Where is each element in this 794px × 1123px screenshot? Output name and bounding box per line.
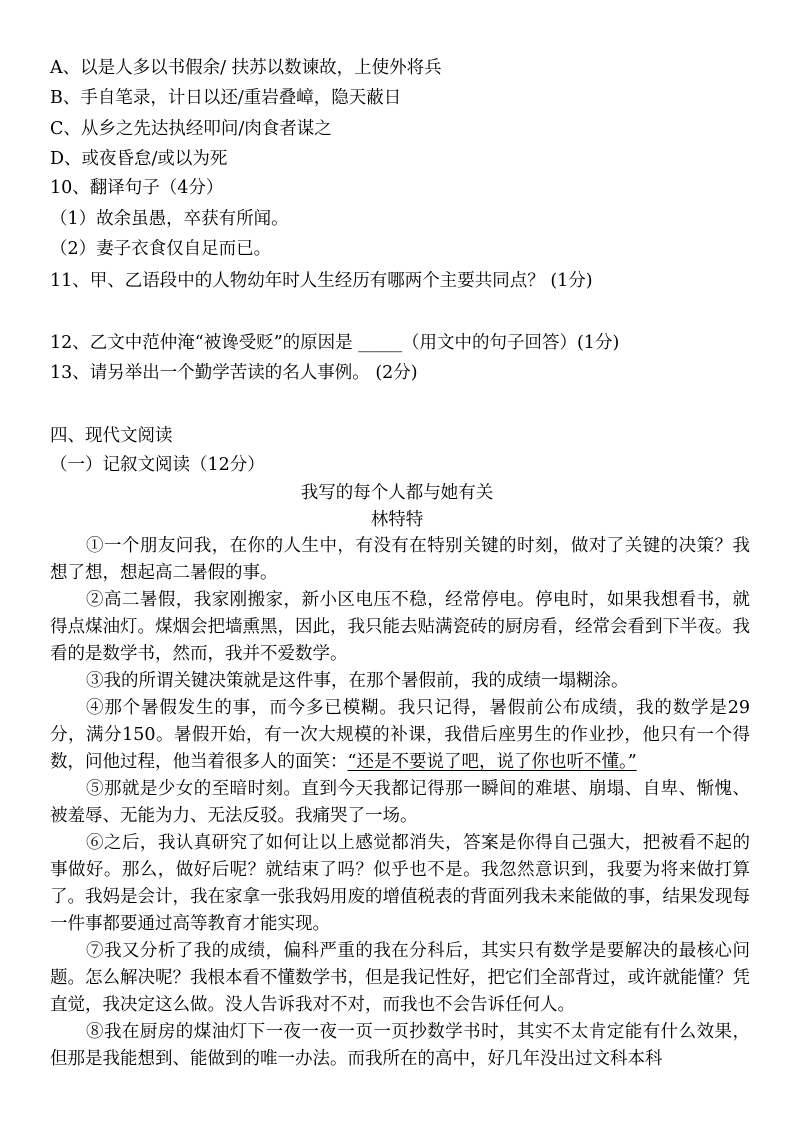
section-subheading: （一）记叙文阅读（12分） xyxy=(50,455,265,475)
paragraph-4-text: ④那个暑假发生的事，而今多已模糊。我只记得，暑假前公布成绩，我的数学是29分，满分150。暑假开始，有一次大规模的补课，我借后座男生的作业抄，他只有一个得数，问他过程，他当着很多人的面笑： xyxy=(50,698,750,772)
paragraph-5: ⑤那就是少女的至暗时刻。直到今天我都记得那一瞬间的难堪、崩塌、自卑、惭愧、被羞辱、无能为力、无法反驳。我痛哭了一场。 xyxy=(50,779,750,826)
question-10: 10、翻译句子（4分） xyxy=(50,178,224,198)
question-10-item-2: （2）妻子衣食仅自足而已。 xyxy=(50,239,272,259)
answer-blank: _____ xyxy=(358,333,402,353)
question-11: 11、甲、乙语段中的人物幼年时人生经历有哪两个主要共同点？ (1分) xyxy=(50,271,593,291)
article-author: 林特特 xyxy=(370,510,424,530)
quote-underlined: “还是不要说了吧，说了你也听不懂。” xyxy=(347,752,637,772)
option-a: A、以是人多以书假余/ 扶苏以数谏故，上使外将兵 xyxy=(50,58,442,78)
paragraph-2: ②高二暑假，我家刚搬家，新小区电压不稳，经常停电。停电时，如果我想看书，就得点煤油灯。煤烟会把墙熏黑，因此，我只能去贴满瓷砖的厨房看，经常会看到下半夜。我看的是数学书，然而，我并不爱数学。 xyxy=(50,590,750,664)
paragraph-7: ⑦我又分析了我的成绩，偏科严重的我在分科后，其实只有数学是要解决的最核心问题。怎么解决呢？我根本看不懂数学书，但是我记性好，把它们全部背过，或许就能懂？凭直觉，我决定这么做。没人告诉我对不对，而我也不会告诉任何人。 xyxy=(50,941,750,1015)
paragraph-3: ③我的所谓关键决策就是这件事，在那个暑假前，我的成绩一塌糊涂。 xyxy=(86,671,629,691)
option-c: C、从乡之先达执经叩问/肉食者谋之 xyxy=(50,119,332,139)
question-12 xyxy=(50,330,754,356)
question-13: 13、请另举出一个勤学苦读的名人事例。 (2分) xyxy=(50,363,418,383)
question-12-text: 12、乙文中范仲淹“被谗受贬”的原因是 xyxy=(50,333,359,353)
question-12-instruction: （用文中的句子回答）(1分) xyxy=(401,333,620,353)
paragraph-4 xyxy=(50,695,750,776)
paragraph-1: ①一个朋友问我，在你的人生中，有没有在特别关键的时刻，做对了关键的决策？我想了想，想起高二暑假的事。 xyxy=(50,536,750,583)
paragraph-8: ⑧我在厨房的煤油灯下一夜一夜一页一页抄数学书时，其实不太肯定能有什么效果，但那是我能想到、能做到的唯一办法。而我所在的高中，好几年没出过文科本科 xyxy=(50,1022,750,1069)
option-d: D、或夜昏怠/或以为死 xyxy=(50,149,228,169)
paragraph-6: ⑥之后，我认真研究了如何让以上感觉都消失，答案是你得自己强大，把被看不起的事做好。那么，做好后呢？就结束了吗？似乎也不是。我忽然意识到，我要为将来做打算了。我妈是会计，我在家拿一张我妈用废的增值税表的背面列我未来能做的事，结果发现每一件事都要通过高等教育才能实现。 xyxy=(50,833,750,934)
section-heading: 四、现代文阅读 xyxy=(50,426,173,446)
article-title: 我写的每个人都与她有关 xyxy=(300,483,494,503)
option-b: B、手自笔录，计日以还/重岩叠嶂，隐天蔽日 xyxy=(50,88,402,108)
question-10-item-1: （1）故余虽愚，卒获有所闻。 xyxy=(50,209,289,229)
